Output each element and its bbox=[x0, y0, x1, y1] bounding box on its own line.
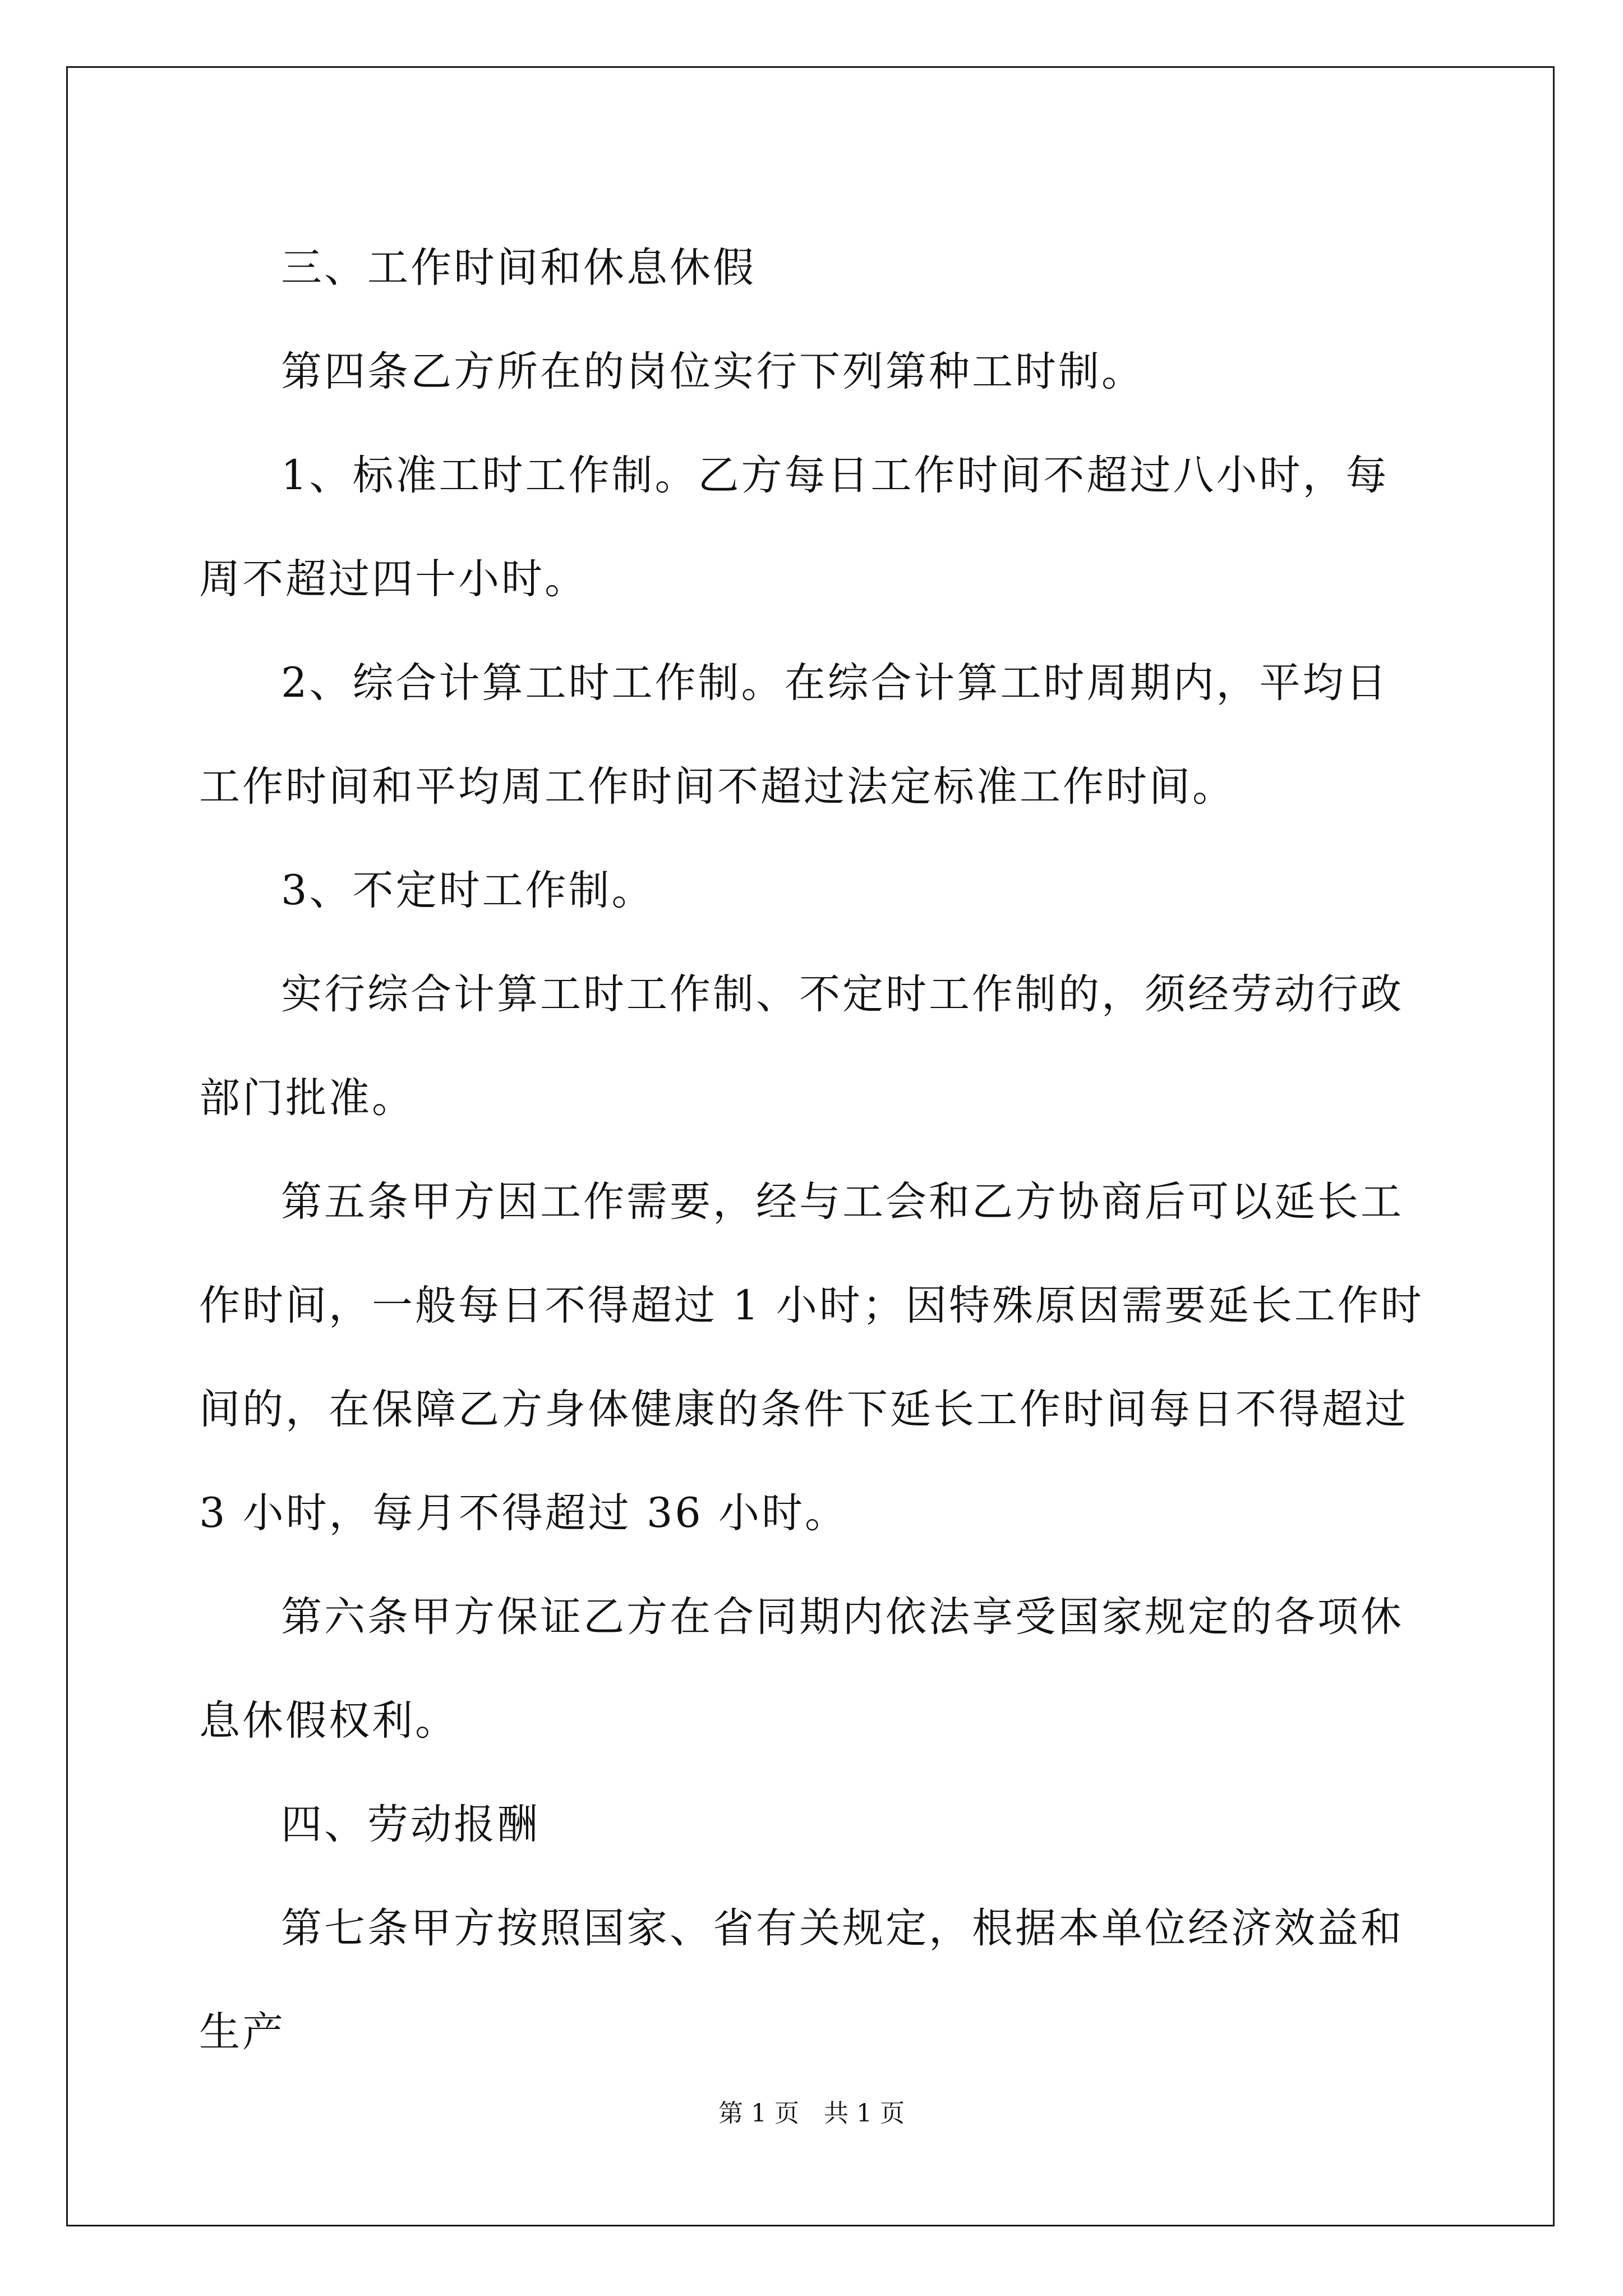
item-comprehensive-hours: 2、综合计算工时工作制。在综合计算工时周期内，平均日工作时间和平均周工作时间不超过法定标准工作时间。 bbox=[199, 659, 1389, 811]
page-total: 共 1 页 bbox=[824, 2099, 905, 2128]
article-4: 第四条乙方所在的岗位实行下列第种工时制。 bbox=[281, 348, 1145, 395]
article-5: 第五条甲方因工作需要，经与工会和乙方协商后可以延长工作时间，一般每日不得超过 1 小时；因特殊原因需要延长工作时间的，在保障乙方身体健康的条件下延长工作时间每日不得超过 3 小时，每月不得超过 36 小时。 bbox=[199, 1178, 1424, 1537]
section-heading-remuneration: 四、劳动报酬 bbox=[281, 1801, 540, 1848]
approval-note: 实行综合计算工时工作制、不定时工作制的，须经劳动行政部门批准。 bbox=[199, 970, 1404, 1122]
section-heading-work-hours: 三、工作时间和休息休假 bbox=[281, 244, 756, 292]
article-7: 第七条甲方按照国家、省有关规定，根据本单位经济效益和生产 bbox=[199, 1904, 1404, 2056]
article-6: 第六条甲方保证乙方在合同期内依法享受国家规定的各项休息休假权利。 bbox=[199, 1593, 1404, 1745]
item-standard-hours: 1、标准工时工作制。乙方每日工作时间不超过八小时，每周不超过四十小时。 bbox=[199, 452, 1389, 603]
page-footer bbox=[0, 2097, 1623, 2131]
document-body bbox=[199, 216, 1430, 2084]
item-flexible-hours: 3、不定时工作制。 bbox=[281, 867, 655, 914]
page-number: 第 1 页 bbox=[718, 2099, 799, 2128]
